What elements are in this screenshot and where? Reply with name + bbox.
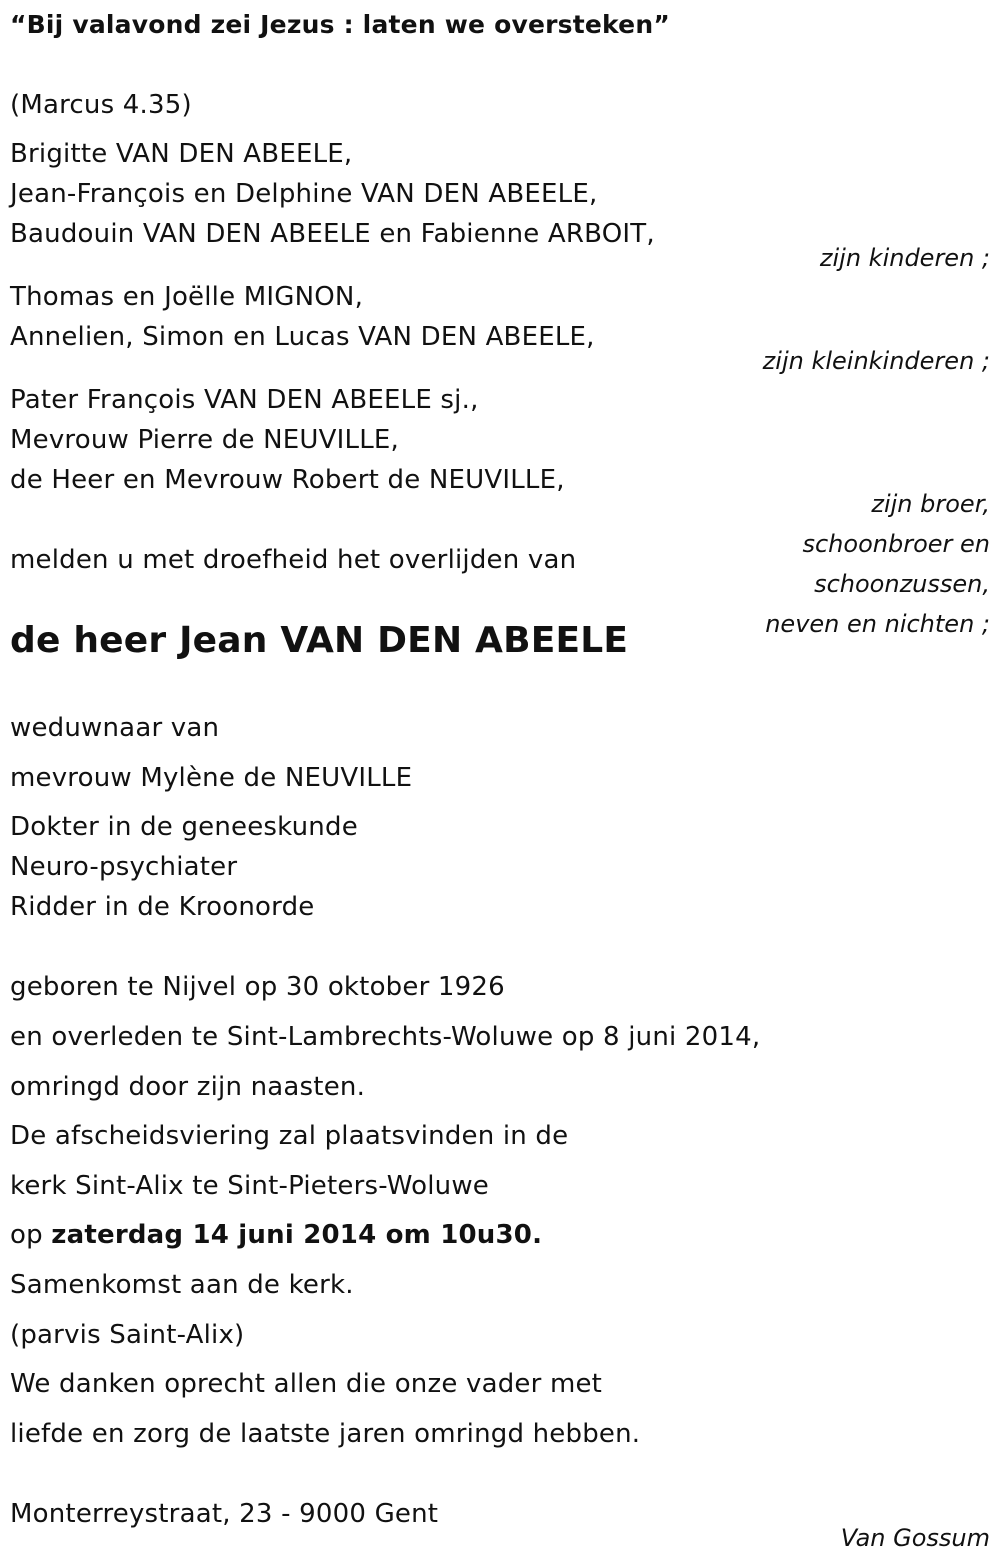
relation-family: schoonzussen, [814,570,990,598]
relation-family: zijn broer, [871,490,990,518]
death-line: en overleden te Sint-Lambrechts-Woluwe op 8 juni 2014, [10,1022,761,1052]
address: Monterreystraat, 23 - 9000 Gent [10,1499,439,1529]
announcement: melden u met droefheid het overlijden van [10,545,577,575]
bible-reference: (Marcus 4.35) [10,90,192,120]
relation-family: schoonbroer en [802,530,990,558]
deceased-name: de heer Jean VAN DEN ABEELE [10,620,629,661]
relation-grandchildren: zijn kleinkinderen ; [762,347,990,375]
ceremony-date: zaterdag 14 juni 2014 om 10u30. [51,1220,543,1250]
child-name: Baudouin VAN DEN ABEELE en Fabienne ARBOIT, [10,219,655,249]
grandchild-name: Thomas en Joëlle MIGNON, [10,282,364,312]
deceased-title: Neuro-psychiater [10,852,238,882]
ceremony-line: De afscheidsviering zal plaatsvinden in de [10,1121,569,1151]
family-name: Mevrouw Pierre de NEUVILLE, [10,425,399,455]
child-name: Jean-François en Delphine VAN DEN ABEELE, [10,179,598,209]
thanks-line: We danken oprecht allen die onze vader met [10,1369,603,1399]
child-name: Brigitte VAN DEN ABEELE, [10,139,353,169]
ceremony-line: kerk Sint-Alix te Sint-Pieters-Woluwe [10,1171,490,1201]
date-prefix: op [10,1220,43,1250]
widower-label: weduwnaar van [10,713,220,743]
gathering-line: Samenkomst aan de kerk. [10,1270,354,1300]
family-name: Pater François VAN DEN ABEELE sj., [10,385,479,415]
bible-quote: “Bij valavond zei Jezus : laten we oversteken” [10,10,670,39]
deceased-title: Dokter in de geneeskunde [10,812,358,842]
deceased-title: Ridder in de Kroonorde [10,892,315,922]
surrounded-line: omringd door zijn naasten. [10,1072,366,1102]
funeral-home: Van Gossum [840,1524,990,1552]
ceremony-date-line [10,1220,542,1250]
family-name: de Heer en Mevrouw Robert de NEUVILLE, [10,465,565,495]
spouse-name: mevrouw Mylène de NEUVILLE [10,763,413,793]
relation-family: neven en nichten ; [765,610,990,638]
thanks-line: liefde en zorg de laatste jaren omringd hebben. [10,1419,641,1449]
grandchild-name: Annelien, Simon en Lucas VAN DEN ABEELE, [10,322,595,352]
relation-children: zijn kinderen ; [819,244,990,272]
birth-line: geboren te Nijvel op 30 oktober 1926 [10,972,505,1002]
gathering-location: (parvis Saint-Alix) [10,1320,245,1350]
